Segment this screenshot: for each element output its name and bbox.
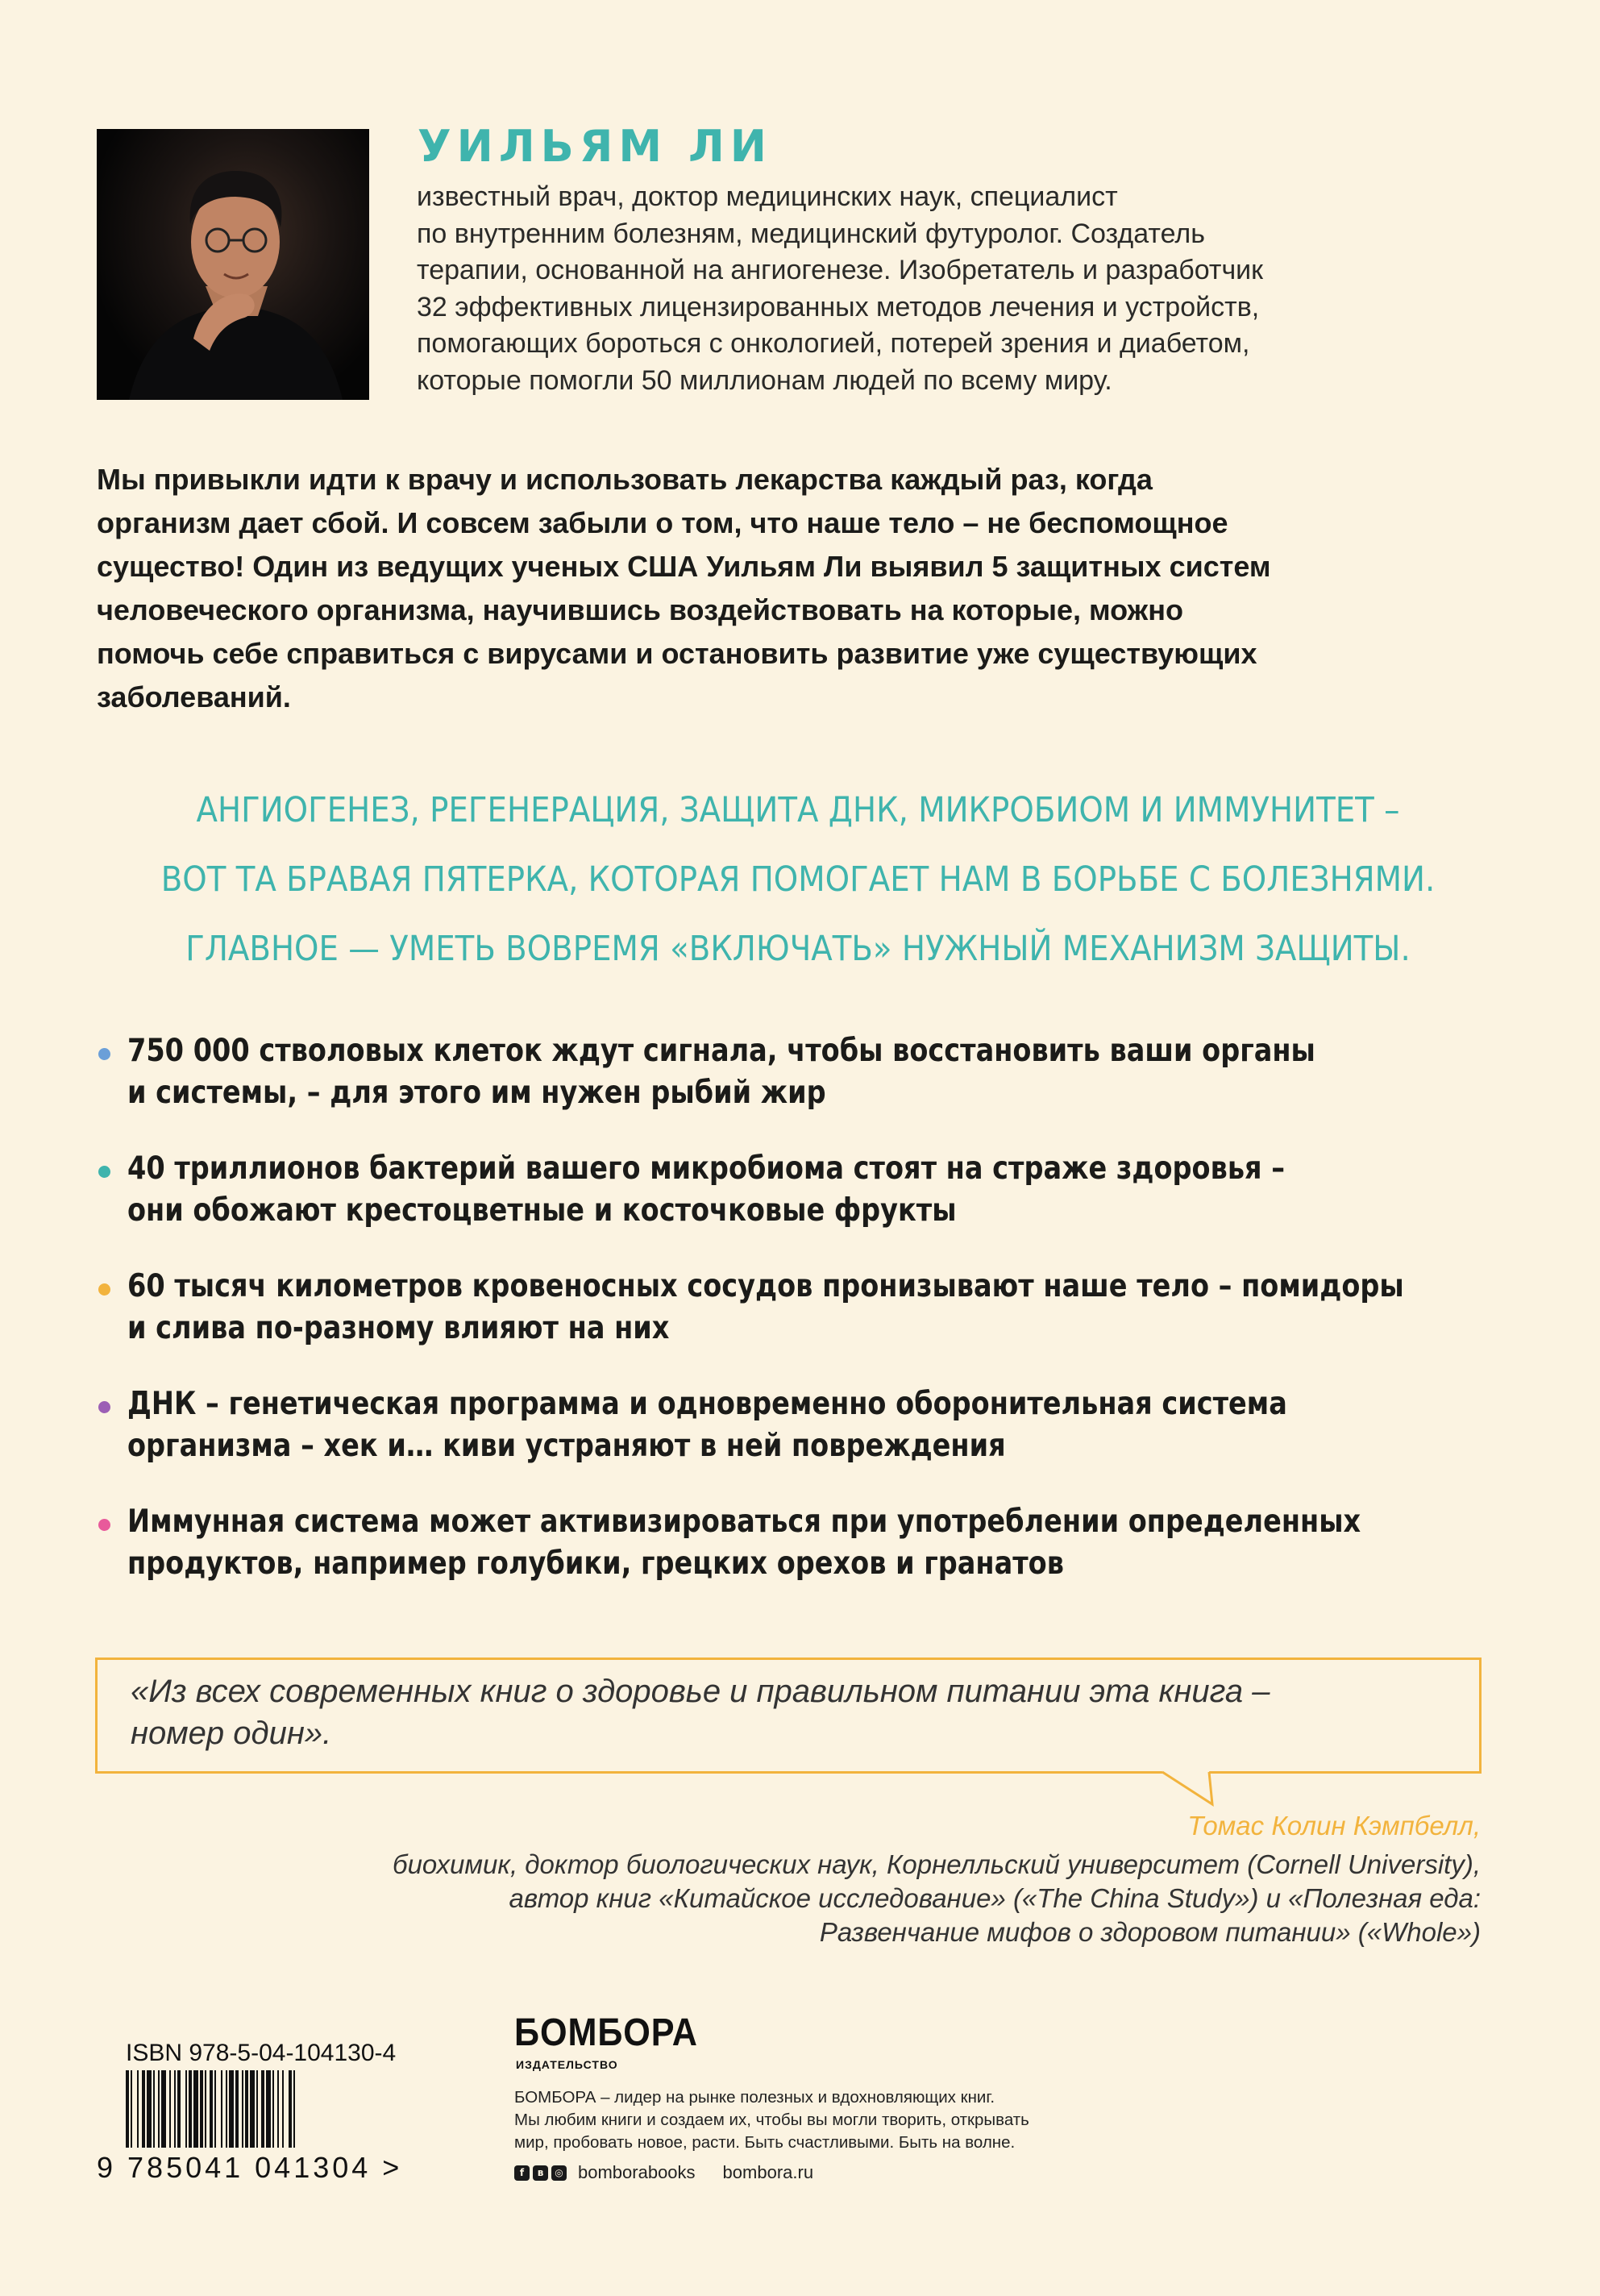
vk-icon[interactable]: в xyxy=(533,2165,548,2181)
bio-line: которые помогли 50 миллионам людей по всему миру. xyxy=(417,364,1112,396)
bio-line: терапии, основанной на ангиогенезе. Изобретатель и разработчик xyxy=(417,255,1264,285)
publisher-desc-line: мир, пробовать новое, расти. Быть счастливыми. Быть на волне. xyxy=(514,2133,1016,2152)
highlight-block xyxy=(138,776,1458,984)
bullet-item xyxy=(97,1030,1467,1114)
bullet-line: 60 тысяч километров кровеносных сосудов пронизывают наше тело – помидоры xyxy=(127,1268,1404,1304)
bullet-line: Иммунная система может активизироваться при употреблении определенных xyxy=(127,1504,1361,1540)
bullet-line: они обожают крестоцветные и косточковые фрукты xyxy=(127,1192,957,1229)
bio-line: помогающих бороться с онкологией, потерей зрения и диабетом, xyxy=(417,328,1250,359)
author-bio xyxy=(417,179,1465,399)
social-handle[interactable]: bomborabooks xyxy=(578,2162,696,2182)
isbn-label: ISBN 978-5-04-104130-4 xyxy=(126,2040,397,2066)
quote-tail-icon xyxy=(1161,1769,1217,1807)
bullet-item xyxy=(97,1266,1467,1350)
quote-author: Томас Колин Кэмпбелл, xyxy=(1187,1811,1481,1841)
quote-line: номер один». xyxy=(131,1716,332,1751)
credentials-line: биохимик, доктор биологических наук, Корнелльский университет (Cornell University), xyxy=(393,1849,1481,1879)
credentials-line: Развенчание мифов о здоровом питании» («Whole») xyxy=(819,1917,1481,1947)
barcode xyxy=(126,2070,422,2148)
highlight-line: ВОТ ТА БРАВАЯ ПЯТЕРКА, КОТОРАЯ ПОМОГАЕТ НАМ В БОРЬБЕ С БОЛЕЗНЯМИ. xyxy=(160,859,1436,900)
author-photo xyxy=(97,129,369,400)
author-name: УИЛЬЯМ ЛИ xyxy=(418,121,772,172)
highlight-line: АНГИОГЕНЕЗ, РЕГЕНЕРАЦИЯ, ЗАЩИТА ДНК, МИКРОБИОМ И ИММУНИТЕТ – xyxy=(196,790,1400,830)
instagram-icon[interactable]: ◎ xyxy=(551,2165,567,2181)
quote-text xyxy=(131,1670,1469,1754)
intro-line: организм дает сбой. И совсем забыли о том, что наше тело – не беспомощное xyxy=(97,506,1228,539)
publisher-desc-line: Мы любим книги и создаем их, чтобы вы могли творить, открывать xyxy=(514,2111,1029,2129)
bio-line: 32 эффективных лицензированных методов лечения и устройств, xyxy=(417,291,1260,322)
publisher-logo: БОМБОРА xyxy=(514,2011,698,2054)
facebook-icon[interactable]: f xyxy=(514,2165,530,2181)
bio-line: известный врач, доктор медицинских наук, специалист xyxy=(417,181,1118,212)
intro-paragraph xyxy=(97,458,1515,719)
quote-line: «Из всех современных книг о здоровье и правильном питании эта книга – xyxy=(131,1674,1270,1709)
bullet-item xyxy=(97,1501,1467,1585)
intro-line: Мы привыкли идти к врачу и использовать лекарства каждый раз, когда xyxy=(97,463,1153,496)
bullet-item xyxy=(97,1383,1467,1467)
bullet-item xyxy=(97,1148,1467,1232)
intro-line: помочь себе справиться с вирусами и остановить развитие уже существующих xyxy=(97,637,1257,670)
bullet-line: продуктов, например голубики, грецких орехов и гранатов xyxy=(127,1545,1064,1582)
bullet-line: ДНК – генетическая программа и одновременно оборонительная система xyxy=(127,1386,1287,1422)
bullet-line: и системы, – для этого им нужен рыбий жир xyxy=(127,1075,826,1111)
publisher-desc-line: БОМБОРА – лидер на рынке полезных и вдохновляющих книг. xyxy=(514,2088,995,2107)
bullet-dot-icon xyxy=(98,1048,110,1060)
bullet-dot-icon xyxy=(98,1401,110,1413)
bullet-line: 40 триллионов бактерий вашего микробиома стоят на страже здоровья – xyxy=(127,1150,1286,1187)
highlight-line: ГЛАВНОЕ — УМЕТЬ ВОВРЕМЯ «ВКЛЮЧАТЬ» НУЖНЫЙ МЕХАНИЗМ ЗАЩИТЫ. xyxy=(185,929,1411,969)
quote-credentials xyxy=(110,1848,1481,1949)
social-links xyxy=(514,2162,813,2183)
publisher-subtitle: ИЗДАТЕЛЬСТВО xyxy=(516,2058,618,2071)
barcode-digits: 9 785041 041304 > xyxy=(97,2151,403,2184)
publisher-site-link[interactable]: bombora.ru xyxy=(722,2162,814,2182)
intro-line: человеческого организма, научившись воздействовать на которые, можно xyxy=(97,593,1183,626)
bullet-dot-icon xyxy=(98,1519,110,1531)
intro-line: существо! Один из ведущих ученых США Уильям Ли выявил 5 защитных систем xyxy=(97,550,1271,583)
bullet-dot-icon xyxy=(98,1166,110,1178)
bullet-line: и слива по-разному влияют на них xyxy=(127,1310,670,1346)
bio-line: по внутренним болезням, медицинский футуролог. Создатель xyxy=(417,218,1205,249)
intro-line: заболеваний. xyxy=(97,680,291,713)
publisher-description xyxy=(514,2086,1240,2154)
bullet-list xyxy=(97,1030,1467,1619)
bullet-line: организма – хек и… киви устраняют в ней повреждения xyxy=(127,1428,1006,1464)
bullet-line: 750 000 стволовых клеток ждут сигнала, чтобы восстановить ваши органы xyxy=(127,1033,1315,1069)
credentials-line: автор книг «Китайское исследование» («The China Study») и «Полезная еда: xyxy=(509,1883,1481,1913)
bullet-dot-icon xyxy=(98,1283,110,1296)
